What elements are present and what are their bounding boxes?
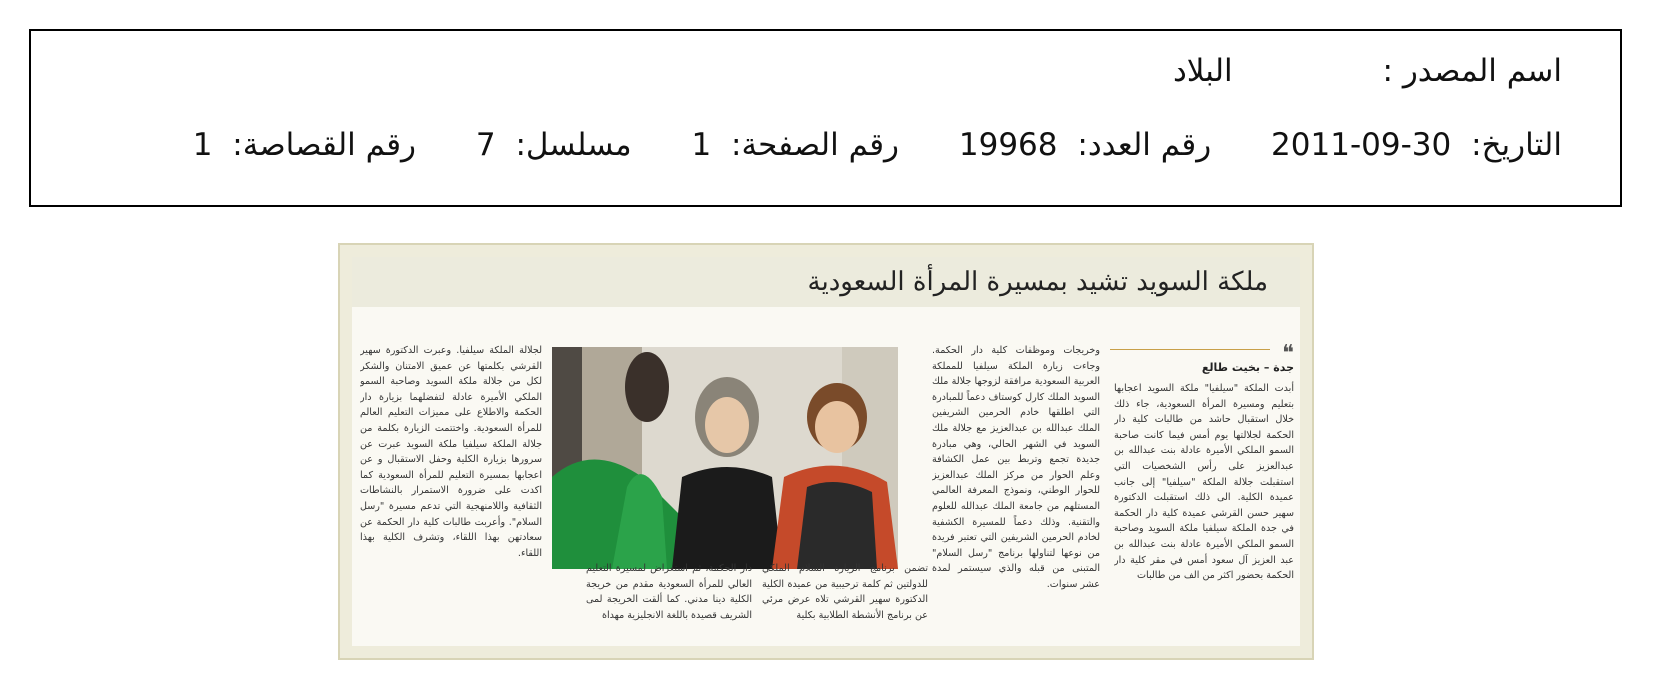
serial-value: 7: [475, 127, 496, 163]
article-photo: [552, 347, 898, 569]
column-text: أبدت الملكة "سيلفيا" ملكة السويد اعجابها بتعليم ومسيرة المرأة السعودية، جاء ذلك خلال استقبال حاشد من طالبات كلية دار الحكمة لجلالتها يوم أمس فيما كانت صاحبة السمو الملكي الأميرة عادلة بنت عبدالله بن عبدالعزيز على رأس الشخصيات التي استقبلت جلالة الملكة "سيلفيا" إلى جانب عميدة الكلية. الى ذلك استقبلت الدكتورة سهير حسن القرشي عميدة كلية دار الحكمة في جدة الملكة سيلفيا ملكة السويد وصاحبة السمو الملكي الأميرة عادلة بنت عبدالله بن عبد العزيز آل سعود أمس في مقر كلية دار الحكمة بحضور اكثر من الف من طالبات: [1114, 383, 1294, 582]
clipping-header: [29, 29, 1622, 207]
source-row: [1173, 53, 1562, 89]
issue-field: [959, 127, 1211, 163]
clip-value: 1: [192, 127, 213, 163]
date-label: التاريخ:: [1471, 127, 1562, 163]
clip-label: رقم القصاصة:: [232, 127, 417, 163]
article-column-4: [586, 561, 752, 641]
source-label: اسم المصدر :: [1382, 53, 1562, 89]
newspaper-clipping: [338, 243, 1314, 660]
clipping-body: [352, 257, 1300, 646]
article-column-1: [1114, 381, 1294, 641]
page-value: 1: [691, 127, 712, 163]
byline: جدة – بخيت طالع: [1201, 361, 1294, 374]
quote-mark-icon: ❝: [1282, 341, 1294, 366]
headline-bar: [352, 257, 1300, 307]
column-text: لجلالة الملكة سيلفيا. وعبرت الدكتورة سهير القرشي بكلمتها عن عميق الامتنان والشكر لكل من جلالة ملكة السويد وصاحبة السمو الملكي الأميرة عادلة لتفضلهما بزيارة دار الحكمة والاطلاع على مميزات التعليم العالم للمرأة السعودية. واختتمت الزيارة بكلمة من جلالة الملكة سيلفيا ملكة السويد عبرت عن سرورها بزيارة الكلية وحفل الاستقبال و عن اعجابها بمسيرة التعليم للمرأة السعودية كما اكدت على ضرورة الاستمرار بالنشاطات الثقافية واللامنهجية التي تدعم مسيرة "رسل السلام". وأعربت طالبات كلية دار الحكمة عن سعادتهن بهذا اللقاء، وتشرف الكلية بهذا اللقاء.: [360, 345, 542, 559]
column-text: وخريجات وموظفات كلية دار الحكمة. وجاءت زيارة الملكة سيلفيا للمملكة العربية السعودية مرافقة لزوجها جلالة ملك السويد الملك كارل كوستاف دعماً للمبادرة التي اطلقها خادم الحرمين الشريفين الملك عبدالله بن عبدالعزيز مع جلالة ملك السويد في الشهر الحالي، وهي مبادرة جديدة تجمع وتربط بين عمل الكشافة وعلم الحوار من مركز الملك عبدالعزيز للحوار الوطني، ونموذج المعرفة العالمي المستلهم من جامعة الملك عبدالله للعلوم والتقنية. وذلك دعماً للمسيرة الكشفية لخادم الحرمين الشريفين التي تعتبر فريدة من نوعها لتناولها برنامج "رسل السلام" المتبنى من قبله والذي سيستمر لمدة عشر سنوات.: [932, 345, 1100, 590]
column-text: تضمن برنامج الزيارة السلام الملكي للدولتين ثم كلمة ترحيبية من عميدة الكلية الدكتورة سهير القرشي تلاه عرض مرئي عن برنامج الأنشطة الطلابية بكلية: [762, 563, 928, 621]
article-headline: ملكة السويد تشيد بمسيرة المرأة السعودية: [807, 267, 1268, 297]
article-column-3: [762, 561, 928, 641]
photo-illustration: [552, 347, 898, 569]
serial-field: [476, 127, 632, 163]
date-value: 2011-09-30: [1271, 127, 1452, 163]
issue-value: 19968: [958, 127, 1058, 163]
date-field: [1271, 127, 1562, 163]
page-field: [691, 127, 899, 163]
page-label: رقم الصفحة:: [731, 127, 900, 163]
serial-label: مسلسل:: [515, 127, 632, 163]
source-value: البلاد: [1172, 53, 1233, 89]
article-column-2: [932, 343, 1100, 643]
column-text: دار الحكمة، ثم استعراض لمسيرة التعليم العالي للمرأة السعودية مقدم من خريجة الكلية دينا مدني. كما ألقت الخريجة لمى الشريف قصيدة باللغة الانجليزية مهداة: [586, 563, 752, 621]
meta-row: [193, 127, 1562, 163]
clip-field: [193, 127, 416, 163]
article-column-5: [360, 343, 542, 643]
divider: [1110, 349, 1270, 350]
issue-label: رقم العدد:: [1077, 127, 1212, 163]
